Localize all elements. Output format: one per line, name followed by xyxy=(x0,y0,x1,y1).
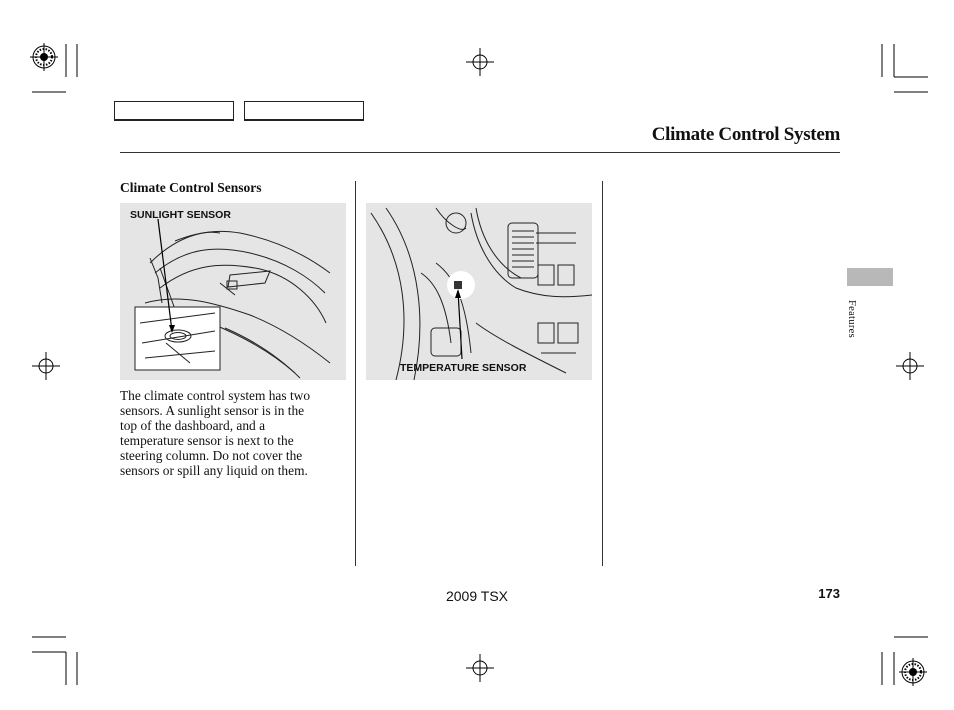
column-divider-left xyxy=(355,181,356,566)
body-paragraph xyxy=(120,388,345,478)
dashboard-top-illustration xyxy=(120,203,346,380)
section-side-label: Features xyxy=(846,300,857,338)
nav-box-next[interactable] xyxy=(244,101,364,121)
footer-model: 2009 TSX xyxy=(445,588,508,604)
page-title: Climate Control System xyxy=(651,124,840,145)
body-line: steering column. Do not cover the xyxy=(120,448,303,463)
steering-column-illustration xyxy=(366,203,592,380)
temperature-sensor-figure xyxy=(366,203,592,380)
body-line: temperature sensor is next to the xyxy=(120,433,294,448)
header-rule xyxy=(120,152,840,153)
body-line: sensors or spill any liquid on them. xyxy=(120,463,308,478)
temperature-sensor-label: TEMPERATURE SENSOR xyxy=(400,362,527,374)
nav-box-previous[interactable] xyxy=(114,101,234,121)
column-divider-right xyxy=(602,181,603,566)
section-heading: Climate Control Sensors xyxy=(120,180,262,195)
body-line: The climate control system has two xyxy=(120,388,311,403)
body-line: sensors. A sunlight sensor is in the xyxy=(120,403,305,418)
body-line: top of the dashboard, and a xyxy=(120,418,266,433)
section-side-tab[interactable] xyxy=(847,268,893,286)
sunlight-sensor-figure xyxy=(120,203,346,380)
sunlight-sensor-label: SUNLIGHT SENSOR xyxy=(130,209,231,221)
page-number: 173 xyxy=(818,586,840,601)
